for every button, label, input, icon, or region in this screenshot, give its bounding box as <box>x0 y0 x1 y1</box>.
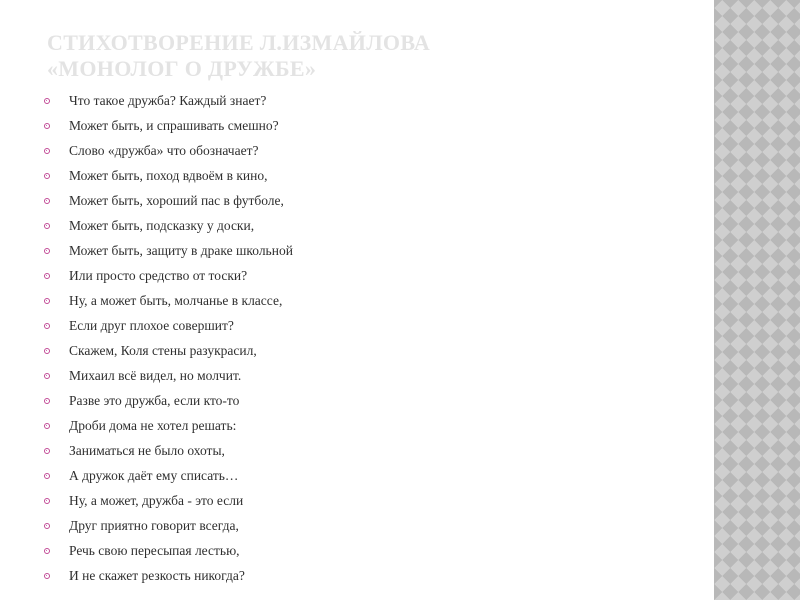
poem-line <box>44 263 293 288</box>
poem-line-text: Может быть, хороший пас в футболе, <box>69 193 284 208</box>
bullet-icon <box>44 123 50 129</box>
poem-line <box>44 513 293 538</box>
bullet-icon <box>44 573 50 579</box>
poem-line <box>44 313 293 338</box>
poem-line <box>44 563 293 588</box>
poem-line-text: Ну, а может, дружба - это если <box>69 493 244 508</box>
poem-line <box>44 213 293 238</box>
poem-line-text: Может быть, защиту в драке школьной <box>69 243 293 258</box>
bullet-icon <box>44 523 50 529</box>
poem-line-text: Скажем, Коля стены разукрасил, <box>69 343 257 358</box>
poem-line-text: Что такое дружба? Каждый знает? <box>69 93 267 108</box>
poem-line-text: Михаил всё видел, но молчит. <box>69 368 242 383</box>
bullet-icon <box>44 548 50 554</box>
bullet-icon <box>44 248 50 254</box>
bullet-icon <box>44 273 50 279</box>
poem-line-text: Дроби дома не хотел решать: <box>69 418 237 433</box>
bullet-icon <box>44 398 50 404</box>
poem-line <box>44 413 293 438</box>
poem-line <box>44 388 293 413</box>
poem-line-text: Заниматься не было охоты, <box>69 443 225 458</box>
bullet-icon <box>44 198 50 204</box>
poem-line <box>44 363 293 388</box>
bullet-icon <box>44 448 50 454</box>
poem-line <box>44 238 293 263</box>
poem-line-text: Может быть, поход вдвоём в кино, <box>69 168 268 183</box>
poem-line <box>44 88 293 113</box>
slide-title-line-1: СТИХОТВОРЕНИЕ Л.ИЗМАЙЛОВА <box>47 30 431 55</box>
bullet-icon <box>44 98 50 104</box>
poem-line <box>44 113 293 138</box>
poem-line-text: Разве это дружба, если кто-то <box>69 393 240 408</box>
bullet-icon <box>44 298 50 304</box>
bullet-icon <box>44 173 50 179</box>
poem-line-text: Ну, а может быть, молчанье в классе, <box>69 293 283 308</box>
bullet-icon <box>44 348 50 354</box>
poem-line-text: Речь свою пересыпая лестью, <box>69 543 240 558</box>
poem-list <box>44 88 293 588</box>
bullet-icon <box>44 323 50 329</box>
poem-line <box>44 438 293 463</box>
poem-line-text: Друг приятно говорит всегда, <box>69 518 239 533</box>
poem-line <box>44 188 293 213</box>
poem-line <box>44 288 293 313</box>
poem-line-text: Может быть, и спрашивать смешно? <box>69 118 279 133</box>
poem-line <box>44 138 293 163</box>
poem-line-text: А дружок даёт ему списать… <box>69 468 239 483</box>
poem-line-text: Или просто средство от тоски? <box>69 268 248 283</box>
bullet-icon <box>44 223 50 229</box>
bullet-icon <box>44 373 50 379</box>
slide-title <box>47 30 687 82</box>
decorative-side-panel <box>714 0 800 600</box>
poem-line-text: Слово «дружба» что обозначает? <box>69 143 259 158</box>
poem-line-text: Может быть, подсказку у доски, <box>69 218 255 233</box>
bullet-icon <box>44 473 50 479</box>
bullet-icon <box>44 498 50 504</box>
poem-line-text: И не скажет резкость никогда? <box>69 568 245 583</box>
poem-line <box>44 488 293 513</box>
poem-line <box>44 338 293 363</box>
poem-line <box>44 463 293 488</box>
poem-line <box>44 163 293 188</box>
bullet-icon <box>44 148 50 154</box>
poem-line-text: Если друг плохое совершит? <box>69 318 234 333</box>
bullet-icon <box>44 423 50 429</box>
slide-title-line-2: «МОНОЛОГ О ДРУЖБЕ» <box>47 56 317 81</box>
poem-line <box>44 538 293 563</box>
